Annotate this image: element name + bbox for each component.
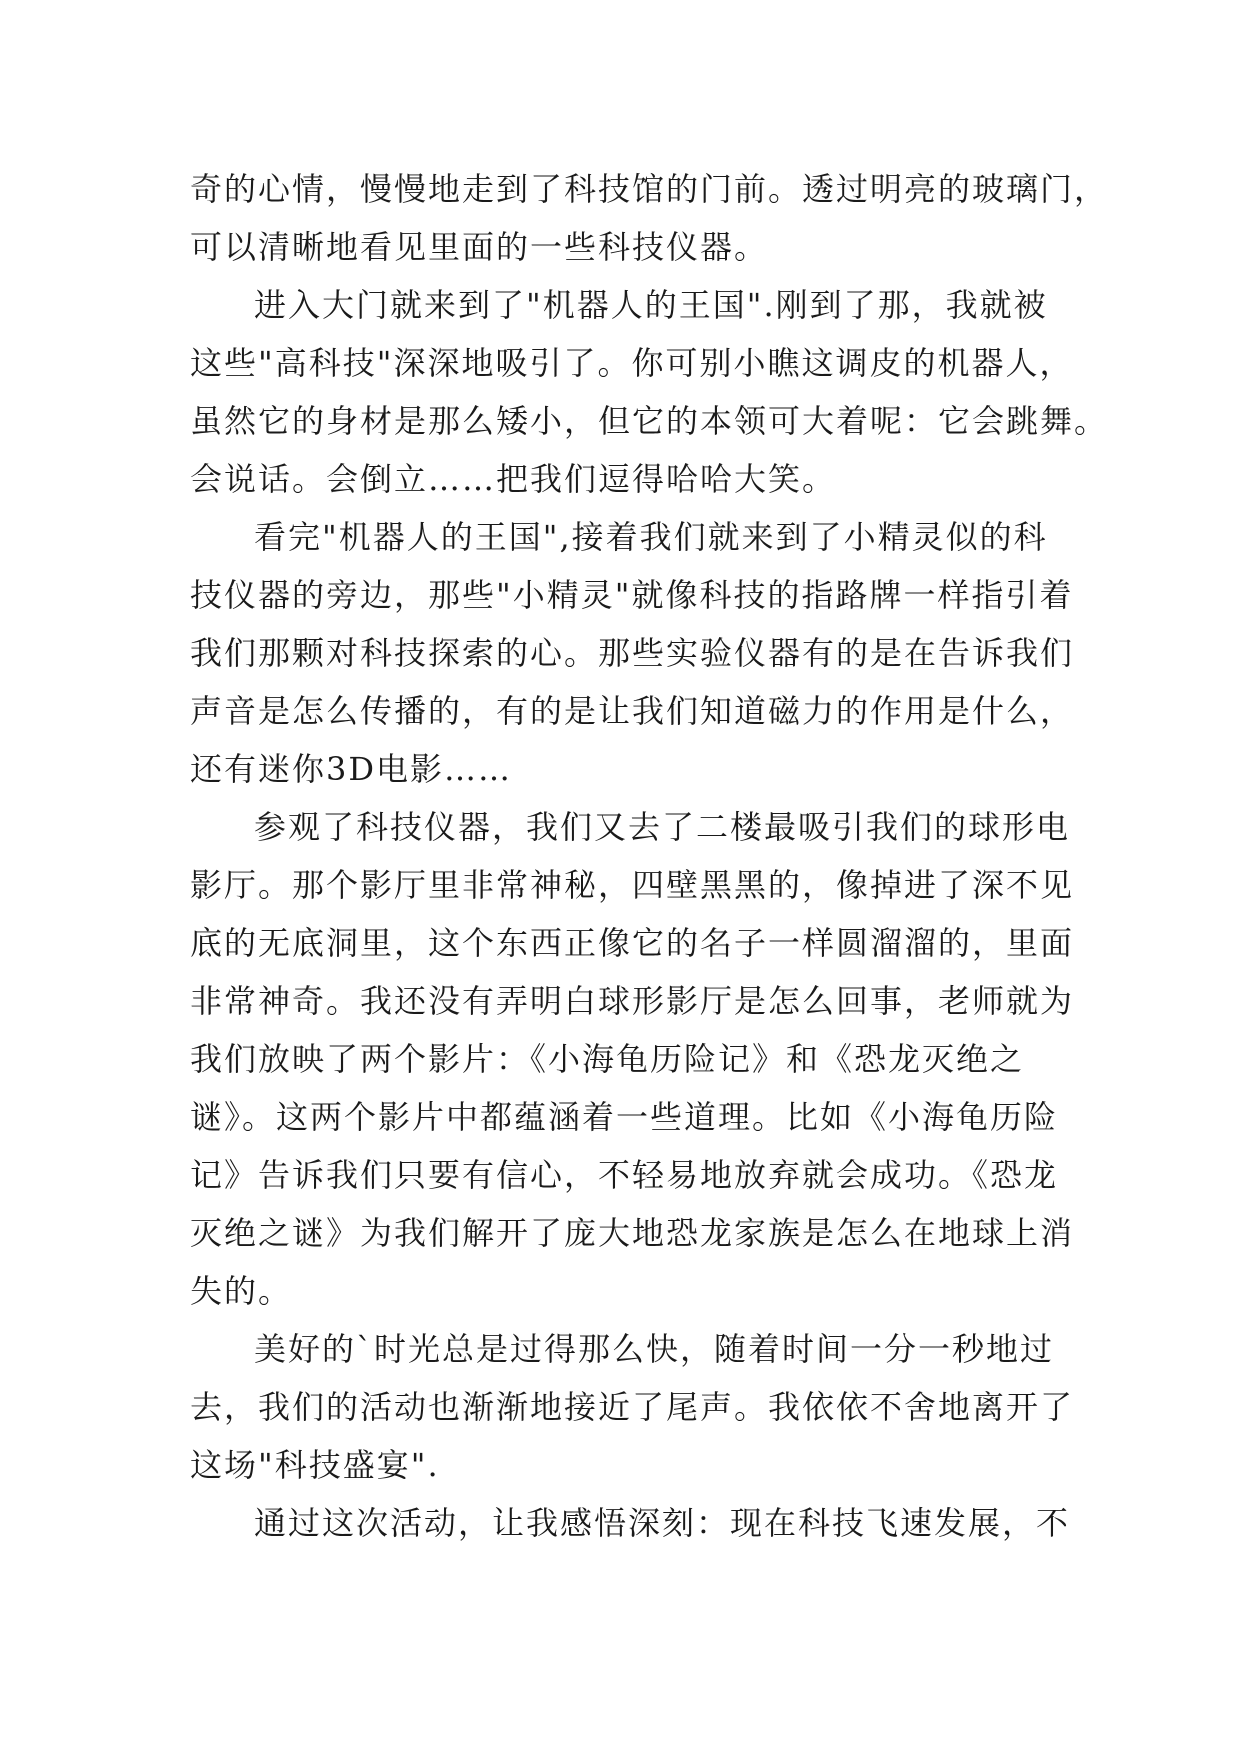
text-line: 谜》。这两个影片中都蕴涵着一些道理。比如《小海龟历险 (190, 1098, 1059, 1136)
text-line: 虽然它的身材是那么矮小，但它的本领可大着呢：它会跳舞。 (190, 402, 1109, 440)
text-line: 会说话。会倒立……把我们逗得哈哈大笑。 (190, 460, 837, 498)
text-line: 底的无底洞里，这个东西正像它的名子一样圆溜溜的，里面 (190, 924, 1075, 962)
text-line: 还有迷你3D电影…… (190, 750, 513, 788)
paragraph-start-line: 通过这次活动，让我感悟深刻：现在科技飞速发展，不 (254, 1504, 1071, 1542)
text-line: 失的。 (190, 1272, 293, 1310)
paragraph-start-line: 看完"机器人的王国",接着我们就来到了小精灵似的科 (254, 518, 1048, 556)
text-line: 这些"高科技"深深地吸引了。你可别小瞧这调皮的机器人， (190, 344, 1074, 382)
text-line: 非常神奇。我还没有弄明白球形影厅是怎么回事，老师就为 (190, 982, 1075, 1020)
text-line: 技仪器的旁边，那些"小精灵"就像科技的指路牌一样指引着 (190, 576, 1074, 614)
paragraph-start-line: 美好的`时光总是过得那么快，随着时间一分一秒地过 (254, 1330, 1055, 1368)
text-line: 我们那颗对科技探索的心。那些实验仪器有的是在告诉我们 (190, 634, 1075, 672)
text-line: 影厅。那个影厅里非常神秘，四壁黑黑的，像掉进了深不见 (190, 866, 1075, 904)
text-line: 可以清晰地看见里面的一些科技仪器。 (190, 228, 769, 266)
body-text (190, 160, 1109, 1552)
paragraph-start-line: 参观了科技仪器，我们又去了二楼最吸引我们的球形电 (254, 808, 1071, 846)
text-line: 奇的心情，慢慢地走到了科技馆的门前。透过明亮的玻璃门， (190, 170, 1109, 208)
paragraph-start-line: 进入大门就来到了"机器人的王国".刚到了那，我就被 (254, 286, 1048, 324)
text-line: 记》告诉我们只要有信心，不轻易地放弃就会成功。《恐龙 (190, 1156, 1059, 1194)
text-line: 去，我们的活动也渐渐地接近了尾声。我依依不舍地离开了 (190, 1388, 1075, 1426)
text-line: 这场"科技盛宴". (190, 1446, 440, 1484)
text-line: 灭绝之谜》为我们解开了庞大地恐龙家族是怎么在地球上消 (190, 1214, 1075, 1252)
text-line: 声音是怎么传播的，有的是让我们知道磁力的作用是什么， (190, 692, 1075, 730)
text-line: 我们放映了两个影片：《小海龟历险记》和《恐龙灭绝之 (190, 1040, 1025, 1078)
